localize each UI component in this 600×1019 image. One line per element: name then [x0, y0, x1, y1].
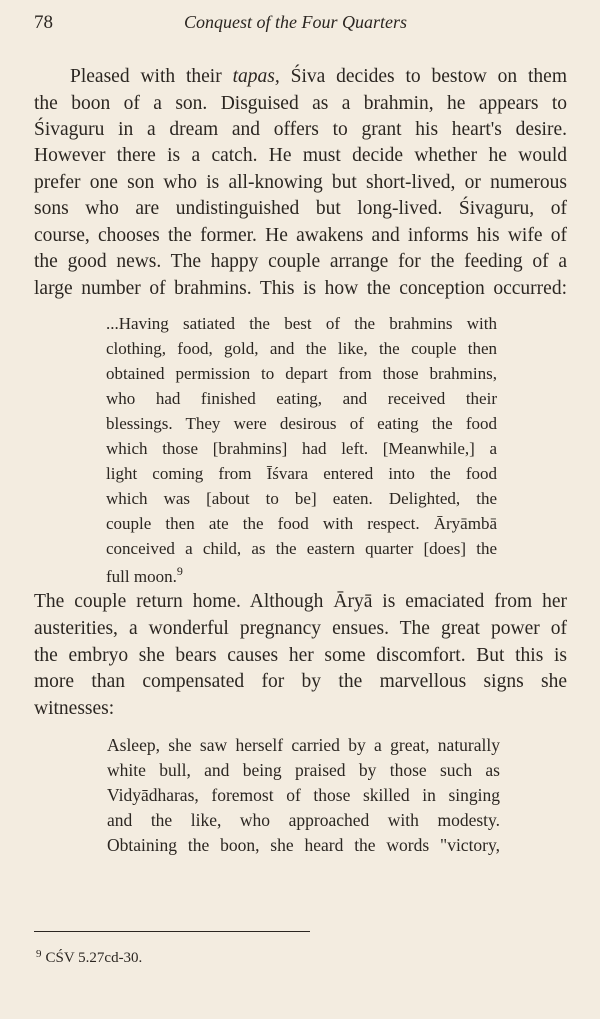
- body-line: the good news. The happy couple arrange for the feeding of a: [34, 251, 567, 272]
- quote-line: light coming from Īśvara entered into the food: [106, 464, 497, 483]
- body-line: more than compensated for by the marvellous signs she: [34, 671, 567, 692]
- body-line: prefer one son who is all-knowing but short-lived, or numerous: [34, 172, 567, 193]
- body-line: However there is a catch. He must decide whether he would: [34, 145, 567, 166]
- body-line: Śivaguru in a dream and offers to grant his heart's desire.: [34, 119, 567, 140]
- footnote: [36, 948, 142, 967]
- body-line: the boon of a son. Disguised as a brahmin, he appears to: [34, 93, 567, 114]
- quote-line: Obtaining the boon, she heard the words "victory,: [107, 835, 500, 855]
- page-number: 78: [34, 12, 53, 33]
- quote-line: clothing, food, gold, and the like, the couple then: [106, 339, 497, 358]
- footnote-reference[interactable]: 9: [176, 564, 183, 578]
- footnote-text: CŚV 5.27cd-30.: [45, 950, 143, 966]
- quote-line: who had finished eating, and received their: [106, 389, 497, 408]
- footnote-marker: 9: [36, 948, 42, 960]
- body-line: The couple return home. Although Āryā is emaciated from her: [34, 591, 567, 612]
- quote-line: white bull, and being praised by those such as: [107, 760, 500, 780]
- quote-line: obtained permission to depart from those brahmins,: [106, 364, 497, 383]
- quote-line: conceived a child, as the eastern quarter [does] the: [106, 539, 497, 558]
- body-line: sons who are undistinguished but long-lived. Śivaguru, of: [34, 198, 567, 219]
- quote-line: Vidyādharas, foremost of those skilled in singing: [107, 785, 500, 805]
- quote-line: full moon.$^9$: [106, 564, 183, 586]
- footnote-rule: [34, 931, 310, 932]
- page-header: [34, 12, 566, 38]
- body-line: witnesses:: [34, 698, 115, 719]
- quote-line: ...Having satiated the best of the brahmins with: [106, 314, 497, 333]
- body-line: Pleased with their tapas, Śiva decides to bestow on them: [70, 66, 568, 87]
- quote-line: which those [brahmins] had left. [Meanwhile,] a: [106, 439, 497, 458]
- body-line: the embryo she bears causes her some discomfort. But this is: [34, 645, 567, 666]
- running-title: Conquest of the Four Quarters: [184, 12, 407, 32]
- quote-line: couple then ate the food with respect. Āryāmbā: [106, 514, 497, 533]
- quote-line: which was [about to be] eaten. Delighted, the: [106, 489, 497, 508]
- body-line: course, chooses the former. He awakens and informs his wife of: [34, 225, 567, 246]
- quote-line: and the like, who approached with modesty.: [107, 810, 500, 830]
- quote-line: blessings. They were desirous of eating the food: [106, 414, 497, 433]
- quote-line: Asleep, she saw herself carried by a great, naturally: [107, 735, 500, 755]
- body-line: large number of brahmins. This is how the conception occurred:: [34, 278, 567, 299]
- body-line: austerities, a wonderful pregnancy ensues. The great power of: [34, 618, 567, 639]
